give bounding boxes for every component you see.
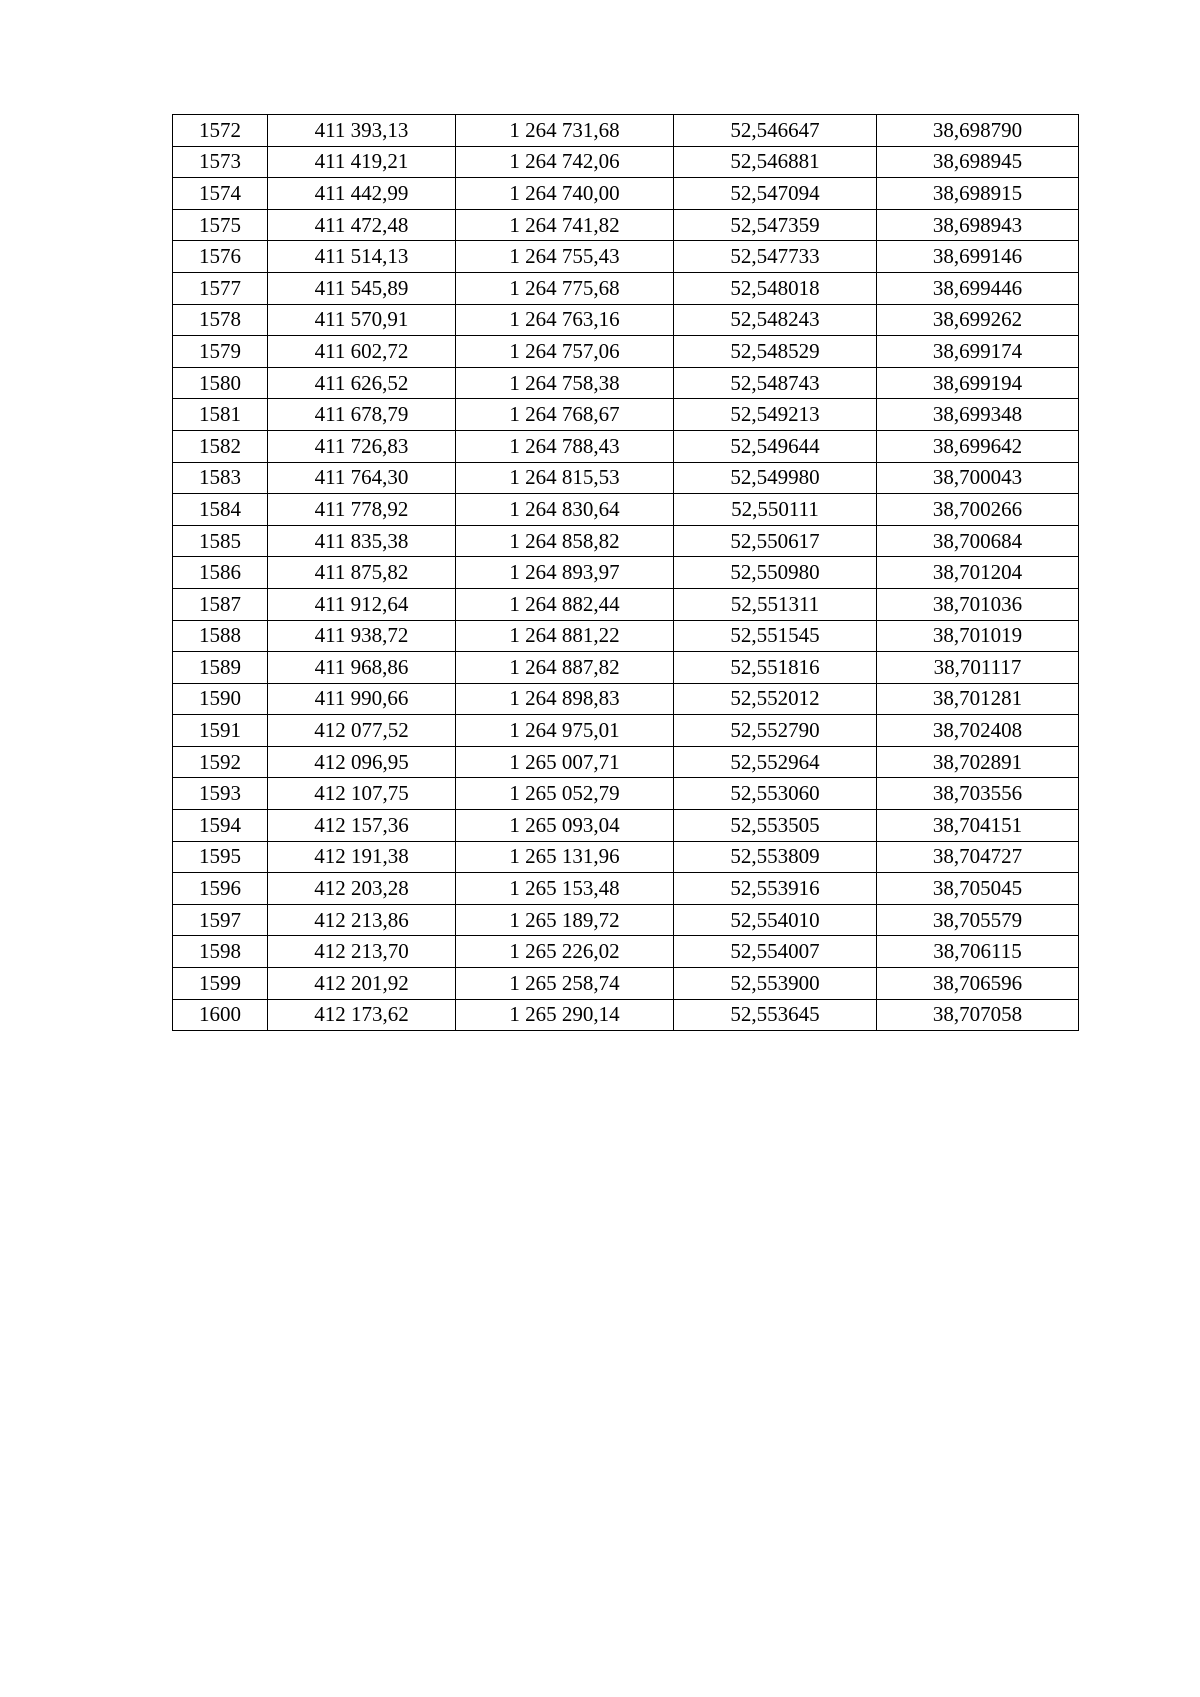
- latitude-cell: 52,548529: [674, 336, 877, 368]
- latitude-cell: 52,548743: [674, 367, 877, 399]
- table-row: [173, 999, 1079, 1031]
- latitude-cell: 52,553060: [674, 778, 877, 810]
- longitude-cell: 38,702891: [877, 746, 1079, 778]
- latitude-cell: 52,551816: [674, 652, 877, 684]
- table-row: [173, 715, 1079, 747]
- latitude-cell: 52,552012: [674, 683, 877, 715]
- latitude-cell: 52,546881: [674, 146, 877, 178]
- y-coordinate-cell: 1 264 887,82: [456, 652, 674, 684]
- latitude-cell: 52,552790: [674, 715, 877, 747]
- x-coordinate-cell: 411 778,92: [268, 494, 456, 526]
- point-number-cell: 1597: [173, 904, 268, 936]
- table-row: [173, 178, 1079, 210]
- latitude-cell: 52,546647: [674, 115, 877, 147]
- longitude-cell: 38,699262: [877, 304, 1079, 336]
- y-coordinate-cell: 1 264 742,06: [456, 146, 674, 178]
- longitude-cell: 38,705579: [877, 904, 1079, 936]
- table-row: [173, 272, 1079, 304]
- point-number-cell: 1594: [173, 810, 268, 842]
- y-coordinate-cell: 1 264 882,44: [456, 588, 674, 620]
- longitude-cell: 38,700266: [877, 494, 1079, 526]
- table-row: [173, 620, 1079, 652]
- point-number-cell: 1585: [173, 525, 268, 557]
- y-coordinate-cell: 1 264 768,67: [456, 399, 674, 431]
- y-coordinate-cell: 1 264 881,22: [456, 620, 674, 652]
- x-coordinate-cell: 412 191,38: [268, 841, 456, 873]
- longitude-cell: 38,707058: [877, 999, 1079, 1031]
- y-coordinate-cell: 1 264 815,53: [456, 462, 674, 494]
- table-row: [173, 525, 1079, 557]
- y-coordinate-cell: 1 264 975,01: [456, 715, 674, 747]
- longitude-cell: 38,701117: [877, 652, 1079, 684]
- latitude-cell: 52,550617: [674, 525, 877, 557]
- table-row: [173, 146, 1079, 178]
- x-coordinate-cell: 411 472,48: [268, 209, 456, 241]
- point-number-cell: 1576: [173, 241, 268, 273]
- y-coordinate-cell: 1 264 755,43: [456, 241, 674, 273]
- point-number-cell: 1595: [173, 841, 268, 873]
- y-coordinate-cell: 1 264 757,06: [456, 336, 674, 368]
- y-coordinate-cell: 1 264 788,43: [456, 430, 674, 462]
- longitude-cell: 38,702408: [877, 715, 1079, 747]
- latitude-cell: 52,553809: [674, 841, 877, 873]
- y-coordinate-cell: 1 264 858,82: [456, 525, 674, 557]
- y-coordinate-cell: 1 264 741,82: [456, 209, 674, 241]
- point-number-cell: 1573: [173, 146, 268, 178]
- point-number-cell: 1584: [173, 494, 268, 526]
- x-coordinate-cell: 411 912,64: [268, 588, 456, 620]
- longitude-cell: 38,704151: [877, 810, 1079, 842]
- latitude-cell: 52,550111: [674, 494, 877, 526]
- x-coordinate-cell: 411 835,38: [268, 525, 456, 557]
- y-coordinate-cell: 1 265 007,71: [456, 746, 674, 778]
- x-coordinate-cell: 412 213,70: [268, 936, 456, 968]
- point-number-cell: 1596: [173, 873, 268, 905]
- x-coordinate-cell: 411 545,89: [268, 272, 456, 304]
- point-number-cell: 1574: [173, 178, 268, 210]
- table-row: [173, 904, 1079, 936]
- latitude-cell: 52,549980: [674, 462, 877, 494]
- latitude-cell: 52,552964: [674, 746, 877, 778]
- longitude-cell: 38,704727: [877, 841, 1079, 873]
- y-coordinate-cell: 1 265 290,14: [456, 999, 674, 1031]
- x-coordinate-cell: 411 442,99: [268, 178, 456, 210]
- y-coordinate-cell: 1 265 258,74: [456, 968, 674, 1000]
- point-number-cell: 1575: [173, 209, 268, 241]
- table-row: [173, 336, 1079, 368]
- table-row: [173, 399, 1079, 431]
- table-row: [173, 810, 1079, 842]
- point-number-cell: 1582: [173, 430, 268, 462]
- y-coordinate-cell: 1 264 740,00: [456, 178, 674, 210]
- table-row: [173, 968, 1079, 1000]
- x-coordinate-cell: 412 203,28: [268, 873, 456, 905]
- y-coordinate-cell: 1 265 189,72: [456, 904, 674, 936]
- latitude-cell: 52,553645: [674, 999, 877, 1031]
- longitude-cell: 38,700043: [877, 462, 1079, 494]
- x-coordinate-cell: 412 096,95: [268, 746, 456, 778]
- x-coordinate-cell: 412 157,36: [268, 810, 456, 842]
- longitude-cell: 38,706596: [877, 968, 1079, 1000]
- latitude-cell: 52,554010: [674, 904, 877, 936]
- x-coordinate-cell: 411 626,52: [268, 367, 456, 399]
- point-number-cell: 1591: [173, 715, 268, 747]
- point-number-cell: 1583: [173, 462, 268, 494]
- table-row: [173, 683, 1079, 715]
- longitude-cell: 38,701036: [877, 588, 1079, 620]
- coordinates-table-body: [173, 115, 1079, 1031]
- y-coordinate-cell: 1 264 763,16: [456, 304, 674, 336]
- longitude-cell: 38,699348: [877, 399, 1079, 431]
- x-coordinate-cell: 411 990,66: [268, 683, 456, 715]
- point-number-cell: 1600: [173, 999, 268, 1031]
- latitude-cell: 52,551311: [674, 588, 877, 620]
- longitude-cell: 38,699446: [877, 272, 1079, 304]
- longitude-cell: 38,698945: [877, 146, 1079, 178]
- longitude-cell: 38,703556: [877, 778, 1079, 810]
- point-number-cell: 1589: [173, 652, 268, 684]
- y-coordinate-cell: 1 264 731,68: [456, 115, 674, 147]
- x-coordinate-cell: 411 875,82: [268, 557, 456, 589]
- y-coordinate-cell: 1 264 893,97: [456, 557, 674, 589]
- latitude-cell: 52,549213: [674, 399, 877, 431]
- x-coordinate-cell: 411 938,72: [268, 620, 456, 652]
- point-number-cell: 1580: [173, 367, 268, 399]
- longitude-cell: 38,701019: [877, 620, 1079, 652]
- x-coordinate-cell: 411 968,86: [268, 652, 456, 684]
- point-number-cell: 1599: [173, 968, 268, 1000]
- latitude-cell: 52,553900: [674, 968, 877, 1000]
- point-number-cell: 1590: [173, 683, 268, 715]
- table-row: [173, 209, 1079, 241]
- table-row: [173, 936, 1079, 968]
- x-coordinate-cell: 412 173,62: [268, 999, 456, 1031]
- table-row: [173, 430, 1079, 462]
- y-coordinate-cell: 1 265 093,04: [456, 810, 674, 842]
- x-coordinate-cell: 411 602,72: [268, 336, 456, 368]
- point-number-cell: 1579: [173, 336, 268, 368]
- latitude-cell: 52,553916: [674, 873, 877, 905]
- latitude-cell: 52,554007: [674, 936, 877, 968]
- x-coordinate-cell: 412 077,52: [268, 715, 456, 747]
- latitude-cell: 52,548018: [674, 272, 877, 304]
- coordinates-table: [172, 114, 1079, 1031]
- latitude-cell: 52,550980: [674, 557, 877, 589]
- point-number-cell: 1578: [173, 304, 268, 336]
- point-number-cell: 1586: [173, 557, 268, 589]
- point-number-cell: 1593: [173, 778, 268, 810]
- table-row: [173, 557, 1079, 589]
- x-coordinate-cell: 411 419,21: [268, 146, 456, 178]
- table-row: [173, 115, 1079, 147]
- point-number-cell: 1592: [173, 746, 268, 778]
- y-coordinate-cell: 1 264 758,38: [456, 367, 674, 399]
- longitude-cell: 38,698790: [877, 115, 1079, 147]
- x-coordinate-cell: 411 514,13: [268, 241, 456, 273]
- x-coordinate-cell: 412 213,86: [268, 904, 456, 936]
- table-row: [173, 778, 1079, 810]
- x-coordinate-cell: 411 570,91: [268, 304, 456, 336]
- latitude-cell: 52,547094: [674, 178, 877, 210]
- longitude-cell: 38,699146: [877, 241, 1079, 273]
- x-coordinate-cell: 411 764,30: [268, 462, 456, 494]
- longitude-cell: 38,700684: [877, 525, 1079, 557]
- latitude-cell: 52,548243: [674, 304, 877, 336]
- table-row: [173, 367, 1079, 399]
- table-row: [173, 241, 1079, 273]
- longitude-cell: 38,705045: [877, 873, 1079, 905]
- latitude-cell: 52,549644: [674, 430, 877, 462]
- longitude-cell: 38,698943: [877, 209, 1079, 241]
- point-number-cell: 1581: [173, 399, 268, 431]
- longitude-cell: 38,699174: [877, 336, 1079, 368]
- latitude-cell: 52,547359: [674, 209, 877, 241]
- point-number-cell: 1598: [173, 936, 268, 968]
- point-number-cell: 1588: [173, 620, 268, 652]
- latitude-cell: 52,553505: [674, 810, 877, 842]
- longitude-cell: 38,701204: [877, 557, 1079, 589]
- y-coordinate-cell: 1 265 052,79: [456, 778, 674, 810]
- x-coordinate-cell: 412 107,75: [268, 778, 456, 810]
- table-row: [173, 652, 1079, 684]
- y-coordinate-cell: 1 265 153,48: [456, 873, 674, 905]
- table-row: [173, 841, 1079, 873]
- x-coordinate-cell: 411 393,13: [268, 115, 456, 147]
- longitude-cell: 38,699642: [877, 430, 1079, 462]
- point-number-cell: 1587: [173, 588, 268, 620]
- table-row: [173, 746, 1079, 778]
- longitude-cell: 38,701281: [877, 683, 1079, 715]
- point-number-cell: 1577: [173, 272, 268, 304]
- point-number-cell: 1572: [173, 115, 268, 147]
- y-coordinate-cell: 1 264 898,83: [456, 683, 674, 715]
- x-coordinate-cell: 411 678,79: [268, 399, 456, 431]
- longitude-cell: 38,706115: [877, 936, 1079, 968]
- table-row: [173, 494, 1079, 526]
- table-row: [173, 873, 1079, 905]
- y-coordinate-cell: 1 264 775,68: [456, 272, 674, 304]
- y-coordinate-cell: 1 264 830,64: [456, 494, 674, 526]
- x-coordinate-cell: 412 201,92: [268, 968, 456, 1000]
- latitude-cell: 52,551545: [674, 620, 877, 652]
- table-row: [173, 462, 1079, 494]
- y-coordinate-cell: 1 265 131,96: [456, 841, 674, 873]
- y-coordinate-cell: 1 265 226,02: [456, 936, 674, 968]
- table-row: [173, 304, 1079, 336]
- table-row: [173, 588, 1079, 620]
- longitude-cell: 38,698915: [877, 178, 1079, 210]
- longitude-cell: 38,699194: [877, 367, 1079, 399]
- latitude-cell: 52,547733: [674, 241, 877, 273]
- x-coordinate-cell: 411 726,83: [268, 430, 456, 462]
